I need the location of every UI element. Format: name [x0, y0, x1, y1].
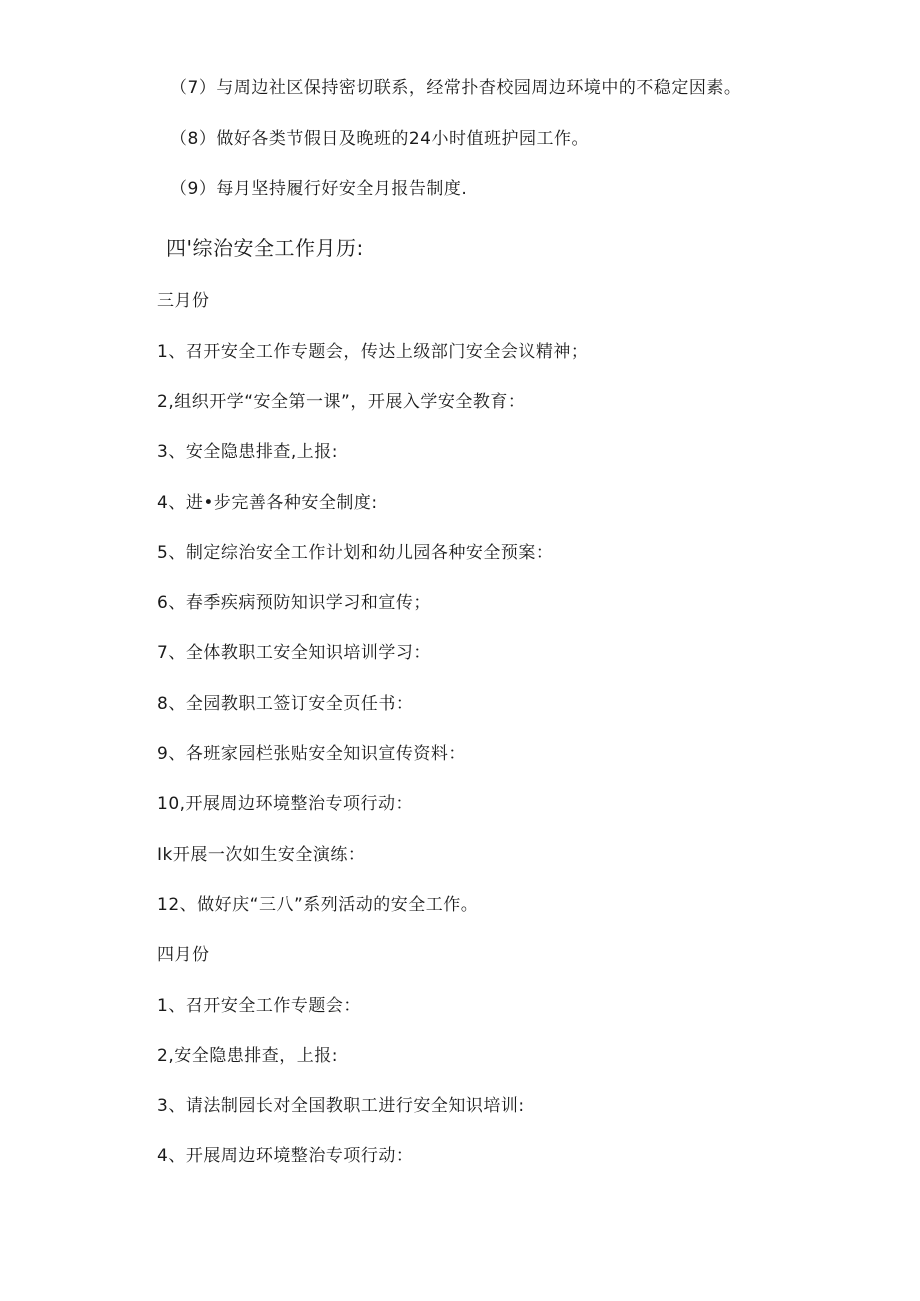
april-item-4: 4、开展周边环境整治专项行动：	[157, 1146, 414, 1166]
march-item-8: 8、全园教职工签订安全页任书：	[157, 694, 414, 714]
item-7: （7）与周边社区保持密切联系，经常扑杳校园周边环境中的不稳定因素。	[170, 78, 742, 98]
march-item-7: 7、全体教职工安全知识培训学习：	[157, 643, 431, 663]
april-title: 四月份	[157, 945, 210, 965]
march-item-12: 12、做好庆“三八”系列活动的安全工作。	[157, 895, 479, 915]
march-item-6: 6、春季疾病预防知识学习和宣传；	[157, 593, 431, 613]
march-item-2: 2,组织开学“安全第一课”，开展入学安全教育：	[157, 392, 526, 412]
march-item-9: 9、各班家园栏张贴安全知识宣传资料：	[157, 744, 466, 764]
march-item-11: Ik开展一次如生安全演练：	[157, 845, 366, 865]
march-item-1: 1、召开安全工作专题会，传达上级部门安全会议精神；	[157, 342, 589, 362]
april-item-2: 2,安全隐患排查，上报:	[157, 1046, 338, 1066]
march-item-4: 4、进•步完善各种安全制度:	[157, 493, 378, 513]
april-item-3: 3、请法制园长对全国教职工进行安全知识培训:	[157, 1096, 525, 1116]
item-8: （8）做好各类节假日及晚班的24小时值班护园工作。	[170, 129, 589, 149]
march-item-10: 10,开展周边环境整治专项行动：	[157, 794, 414, 814]
march-item-5: 5、制定综治安全工作计划和幼儿园各种安全预案：	[157, 543, 554, 563]
april-item-1: 1、召开安全工作专题会：	[157, 996, 361, 1016]
section-heading: 四'综治安全工作月历:	[166, 236, 364, 260]
item-9: （9）每月坚持履行好安全月报告制度.	[170, 179, 468, 199]
march-item-3: 3、安全隐患排查,上报:	[157, 442, 338, 462]
march-title: 三月份	[157, 291, 210, 311]
